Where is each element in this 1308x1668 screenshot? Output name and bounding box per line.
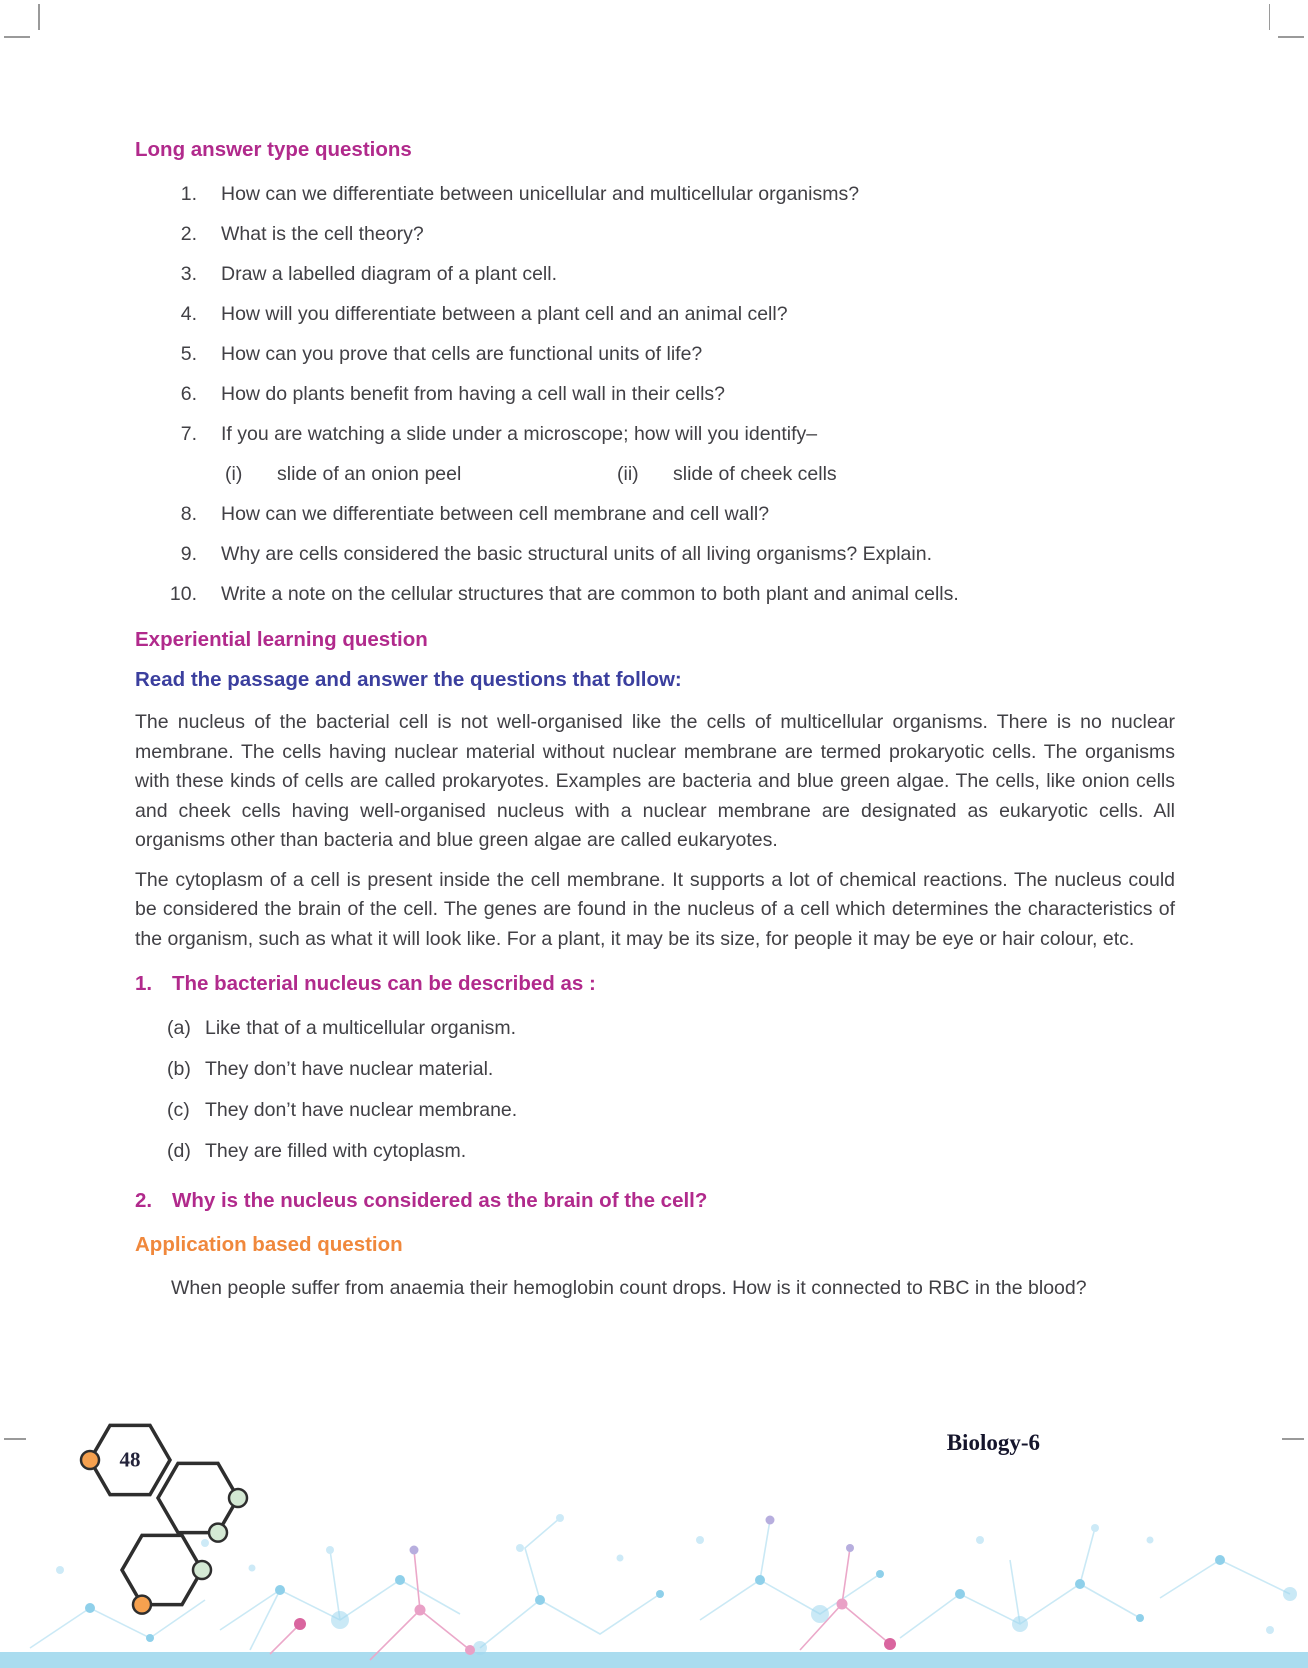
question-text: How will you differentiate between a plant cell and an animal cell?: [221, 303, 788, 325]
question-number: 2.: [180, 223, 197, 245]
application-heading: Application based question: [135, 1233, 403, 1256]
question-item: [135, 420, 1175, 448]
book-title: Biology-6: [946, 1430, 1040, 1455]
question-text: Why are cells considered the basic structural units of all living organisms? Explain.: [221, 543, 932, 565]
experiential-heading: Experiential learning question: [135, 628, 428, 651]
footer-bottom-bar: [0, 1652, 1308, 1668]
question-item: [135, 180, 1175, 208]
passage-question-1: [135, 970, 1175, 998]
option-text: Like that of a multicellular organism.: [205, 1017, 517, 1039]
passage-question-text: The bacterial nucleus can be described as :: [172, 972, 596, 995]
option-text: They don’t have nuclear membrane.: [205, 1099, 518, 1121]
question-item: [135, 380, 1175, 408]
option-letter: (c): [167, 1099, 190, 1121]
option-letter: (a): [167, 1017, 191, 1039]
read-passage-heading: Read the passage and answer the questions that follow:: [135, 668, 682, 691]
question-text: How can you prove that cells are functional units of life?: [221, 343, 703, 365]
question-text: How can we differentiate between unicellular and multicellular organisms?: [221, 183, 860, 205]
option-text: They are filled with cytoplasm.: [205, 1140, 467, 1162]
long-answer-question-list: [135, 180, 1175, 608]
option-text: They don’t have nuclear material.: [205, 1058, 494, 1080]
page-footer: [0, 1398, 1308, 1668]
question-item: [135, 260, 1175, 288]
subitem-number: (i): [225, 463, 243, 485]
question-item: [135, 540, 1175, 568]
crop-mark-top-right-v: [1269, 4, 1271, 30]
application-question-text: When people suffer from anaemia their hemoglobin count drops. How is it connected to RBC in the blood?: [171, 1277, 1087, 1299]
question-number: 6.: [180, 383, 197, 405]
question-number: 5.: [180, 343, 197, 365]
question-item: [135, 500, 1175, 528]
subitem-number: (ii): [617, 463, 639, 485]
question-subitems: [135, 460, 1175, 488]
question-number: 9.: [180, 543, 197, 565]
long-answer-heading: Long answer type questions: [135, 138, 412, 161]
question-text: How can we differentiate between cell membrane and cell wall?: [221, 503, 770, 525]
passage-question-text: Why is the nucleus considered as the brain of the cell?: [172, 1189, 708, 1212]
option-item: [135, 1137, 1175, 1165]
question-text: What is the cell theory?: [221, 223, 424, 245]
question-item: [135, 300, 1175, 328]
question-number: 4.: [180, 303, 197, 325]
crop-mark-top-right-h: [1278, 36, 1304, 38]
question-item: [135, 580, 1175, 608]
subitem-text: slide of an onion peel: [277, 463, 462, 485]
passage-paragraph: The nucleus of the bacterial cell is not well-organised like the cells of multicellular organisms. There is no nuclear membrane. The cells having nuclear material without nuclear membrane are termed prokaryotic cells. The organisms with these kinds of cells are called prokaryotes. Examples are bacteria and blue green algae. The cells, like onion cells and cheek cells having well-organised nucleus with a nuclear membrane are designated as eukaryotic cells. All organisms other than bacteria and blue green algae are called eukaryotes.: [135, 711, 1175, 851]
molecular-network-decoration: [0, 1398, 1308, 1668]
passage-question-number: 1.: [135, 972, 153, 995]
question-number: 10.: [169, 583, 197, 605]
question-item: [135, 220, 1175, 248]
crop-mark-top-left-h: [4, 36, 30, 38]
passage-paragraph: The cytoplasm of a cell is present inside the cell membrane. It supports a lot of chemical reactions. The nucleus could be considered the brain of the cell. The genes are found in the nucleus of a cell which determines the characteristics of the organism, such as what it will look like. For a plant, it may be its size, for people it may be eye or hair colour, etc.: [135, 868, 1175, 950]
option-item: [135, 1055, 1175, 1083]
passage-question-number: 2.: [135, 1189, 153, 1212]
subitem-text: slide of cheek cells: [673, 463, 837, 485]
page-number: 48: [119, 1447, 141, 1472]
question-number: 7.: [180, 423, 197, 445]
question-number: 3.: [180, 263, 197, 285]
option-item: [135, 1096, 1175, 1124]
question-item: [135, 340, 1175, 368]
crop-mark-top-left-v: [38, 4, 40, 30]
passage-question-2: [135, 1187, 1175, 1215]
question-number: 8.: [180, 503, 197, 525]
option-letter: (d): [167, 1140, 191, 1162]
question-text: Draw a labelled diagram of a plant cell.: [221, 263, 558, 285]
question-number: 1.: [180, 183, 197, 205]
question-text: Write a note on the cellular structures that are common to both plant and animal cells.: [221, 583, 959, 605]
page-content: [135, 0, 1175, 1309]
question-text: How do plants benefit from having a cell wall in their cells?: [221, 383, 726, 405]
question-text: If you are watching a slide under a microscope; how will you identify–: [221, 423, 818, 445]
option-item: [135, 1014, 1175, 1042]
option-letter: (b): [167, 1058, 191, 1080]
